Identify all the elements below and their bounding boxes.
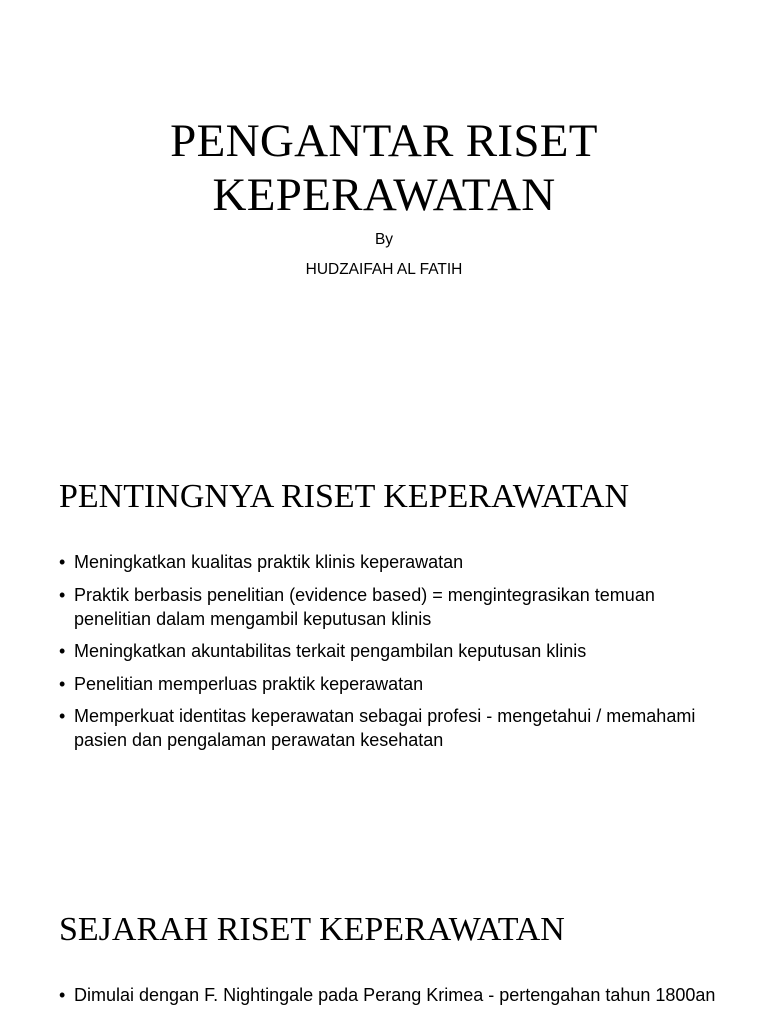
list-item <box>59 983 719 1007</box>
slide-heading: PENTINGNYA RISET KEPERAWATAN <box>59 478 630 515</box>
title-line-1: PENGANTAR RISET <box>170 115 598 167</box>
bullet-list <box>59 550 719 761</box>
list-item <box>59 639 719 663</box>
bullet-icon: • <box>59 552 66 572</box>
slide-heading: SEJARAH RISET KEPERAWATAN <box>59 911 565 948</box>
bullet-icon: • <box>59 706 66 726</box>
presentation-title <box>0 114 768 222</box>
bullet-list <box>59 983 719 1016</box>
list-item <box>59 583 719 631</box>
bullet-icon: • <box>59 584 66 605</box>
bullet-icon: • <box>59 673 66 694</box>
bullet-text: Praktik berbasis penelitian (evidence based) = mengintegrasikan temuan penelitian dalam mengambil keputusan klinis <box>74 584 655 629</box>
bullet-text: Penelitian memperluas praktik keperawatan <box>74 673 424 694</box>
bullet-icon: • <box>59 641 66 661</box>
bullet-text: Dimulai dengan F. Nightingale pada Perang Krimea - pertengahan tahun 1800an <box>74 985 716 1005</box>
bullet-text: Meningkatkan kualitas praktik klinis keperawatan <box>74 552 464 572</box>
bullet-icon: • <box>59 985 66 1005</box>
list-item <box>59 550 719 574</box>
bullet-text: Meningkatkan akuntabilitas terkait pengambilan keputusan klinis <box>74 641 587 661</box>
list-item <box>59 704 719 752</box>
by-label: By <box>374 231 394 248</box>
list-item <box>59 672 719 696</box>
title-line-2: KEPERAWATAN <box>212 169 556 221</box>
author-name: HUDZAIFAH AL FATIH <box>305 261 463 278</box>
bullet-text: Memperkuat identitas keperawatan sebagai profesi - mengetahui / memahami pasien dan pengalaman perawatan kesehatan <box>74 706 696 750</box>
